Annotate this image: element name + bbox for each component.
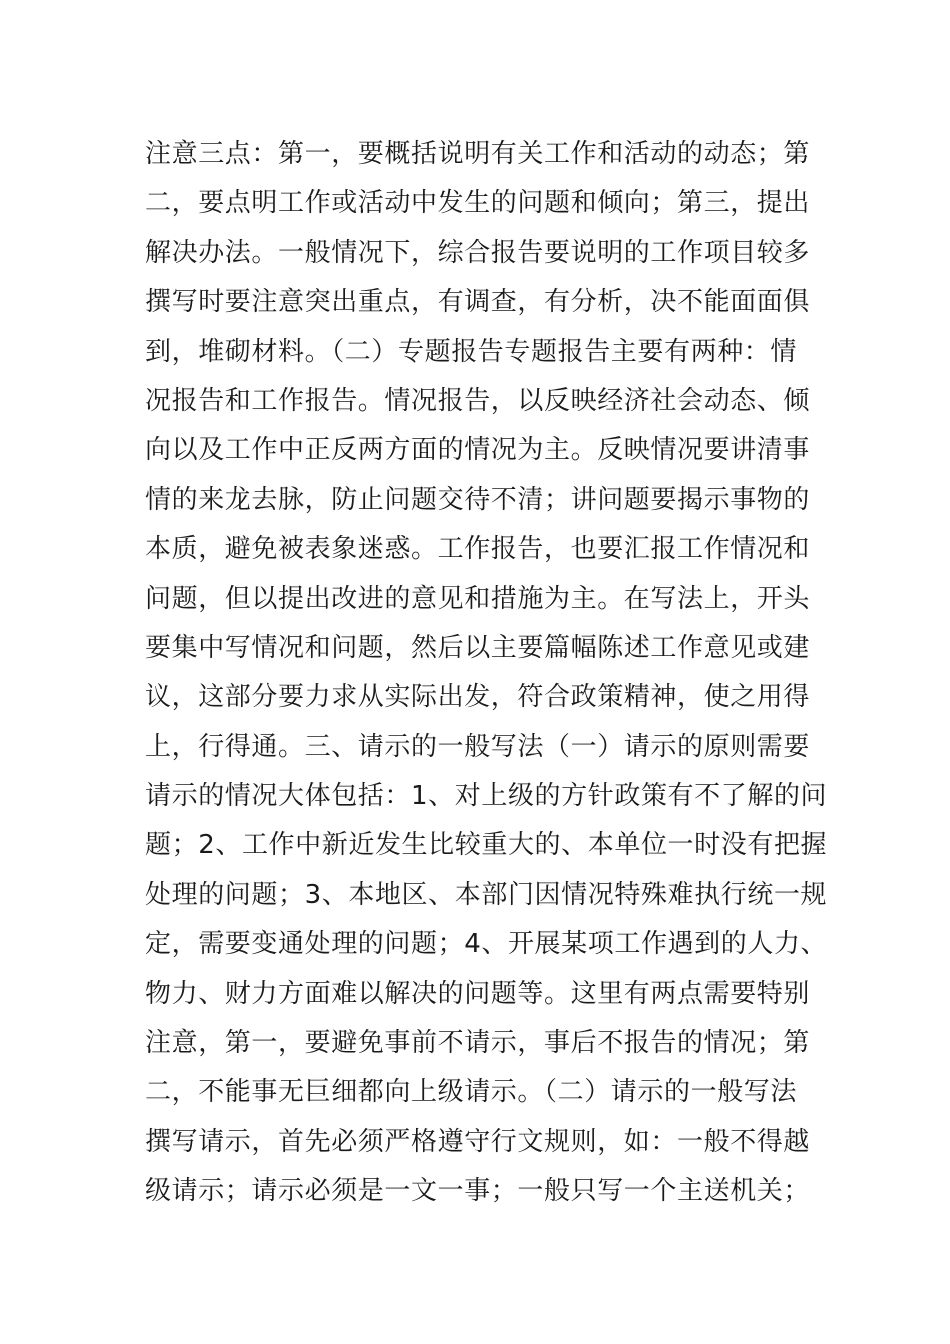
- text-line: 请示的情况大体包括：1、对上级的方针政策有不了解的问: [145, 781, 828, 812]
- text-line: 要集中写情况和问题，然后以主要篇幅陈述工作意见或建: [145, 632, 811, 663]
- text-line: 撰写请示，首先必须严格遵守行文规则，如：一般不得越: [145, 1126, 811, 1157]
- text-line: 情的来龙去脉，防止问题交待不清；讲问题要揭示事物的: [145, 484, 811, 515]
- text-line: 本质，避免被表象迷惑。工作报告，也要汇报工作情况和: [145, 534, 811, 565]
- body-text: [145, 130, 828, 1217]
- text-line: 上，行得通。三、请示的一般写法（一）请示的原则需要: [145, 731, 811, 762]
- text-line: 二，要点明工作或活动中发生的问题和倾向；第三，提出: [145, 188, 811, 219]
- text-line: 处理的问题；3、本地区、本部门因情况特殊难执行统一规: [145, 879, 828, 910]
- text-line: 解决办法。一般情况下，综合报告要说明的工作项目较多: [145, 237, 811, 268]
- text-line: 注意三点：第一，要概括说明有关工作和活动的动态；第: [145, 139, 811, 169]
- text-line: 注意，第一，要避免事前不请示，事后不报告的情况；第: [145, 1028, 811, 1059]
- text-line: 况报告和工作报告。情况报告，以反映经济社会动态、倾: [145, 385, 811, 416]
- text-line: 定，需要变通处理的问题；4、开展某项工作遇到的人力、: [145, 929, 828, 960]
- text-line: 二，不能事无巨细都向上级请示。（二）请示的一般写法: [145, 1077, 798, 1108]
- text-line: 物力、财力方面难以解决的问题等。这里有两点需要特别: [145, 978, 811, 1009]
- text-line: 向以及工作中正反两方面的情况为主。反映情况要讲清事: [145, 435, 811, 466]
- text-line: 级请示；请示必须是一文一事；一般只写一个主送机关；: [145, 1176, 811, 1207]
- text-line: 议，这部分要力求从实际出发，符合政策精神，使之用得: [145, 682, 811, 713]
- text-line: 到，堆砌材料。（二）专题报告专题报告主要有两种：情: [145, 336, 798, 367]
- text-line: 题；2、工作中新近发生比较重大的、本单位一时没有把握: [145, 830, 828, 861]
- text-line: 问题，但以提出改进的意见和措施为主。在写法上，开头: [145, 583, 811, 614]
- text-line: 撰写时要注意突出重点，有调查，有分析，决不能面面俱: [145, 287, 811, 318]
